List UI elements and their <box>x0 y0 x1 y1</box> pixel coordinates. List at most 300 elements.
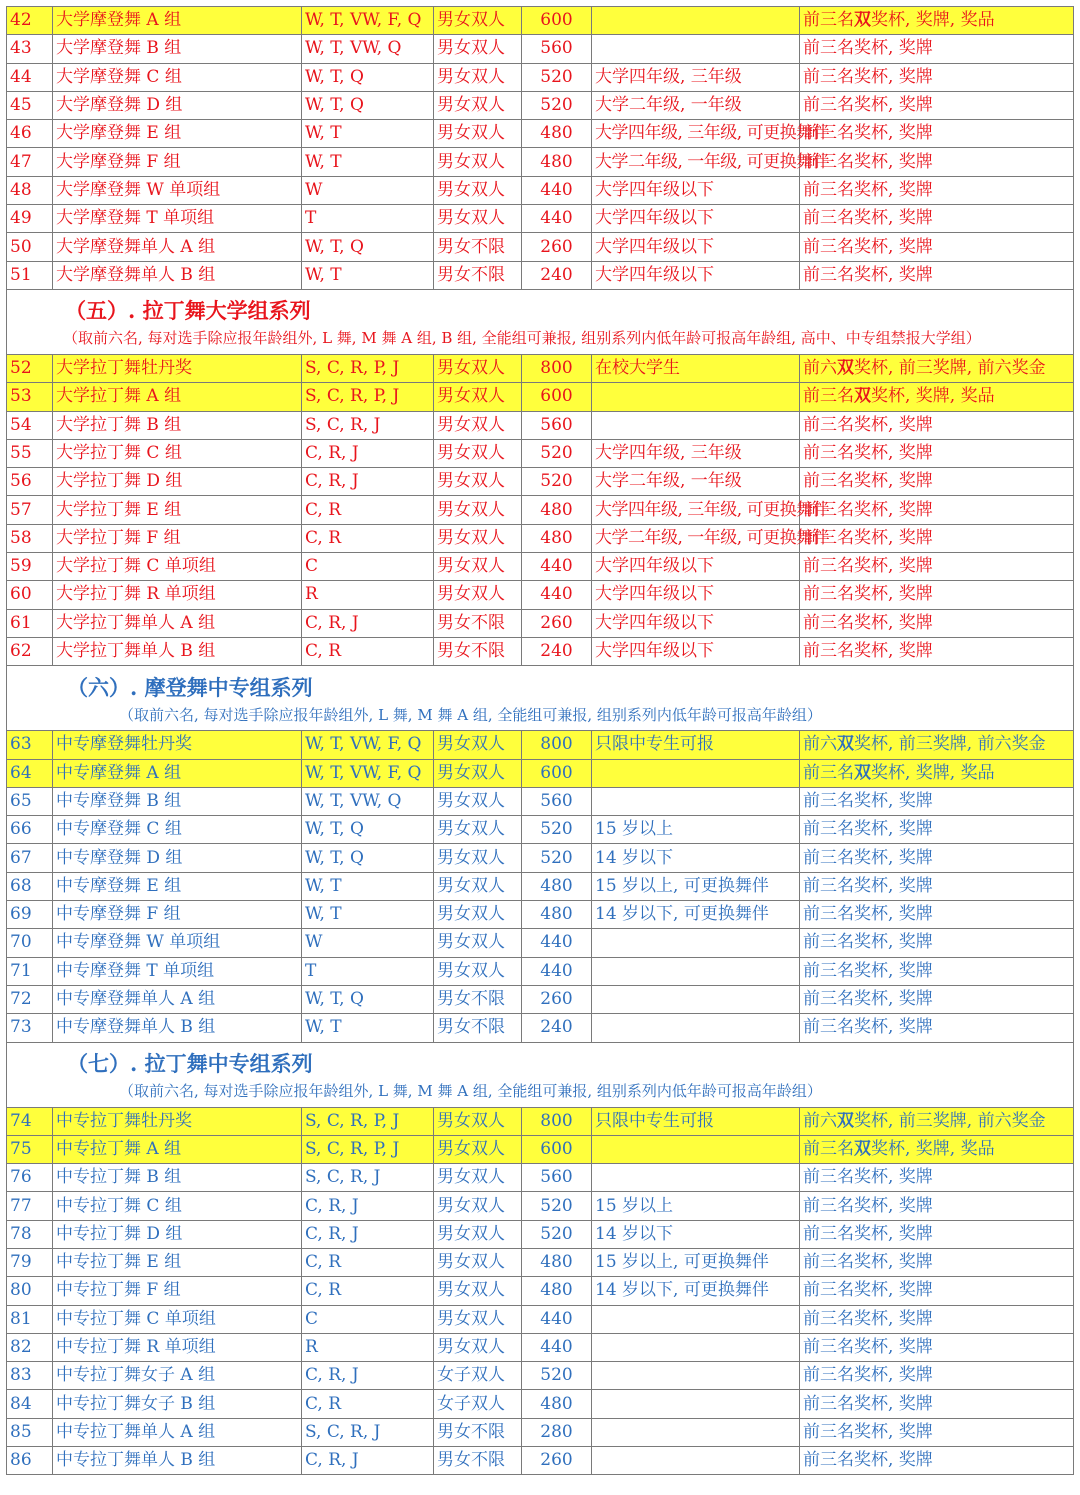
age-requirement: 大学二年级, 一年级 <box>592 91 800 119</box>
age-requirement: 14 岁以下 <box>592 1220 800 1248</box>
award-cell <box>800 1447 1074 1475</box>
event-number: 69 <box>7 901 53 929</box>
age-requirement: 14 岁以下 <box>592 844 800 872</box>
award-cell <box>800 637 1074 665</box>
event-table <box>6 6 1074 1475</box>
award-cell <box>800 148 1074 176</box>
table-row <box>7 524 1074 552</box>
award-text: 前三名奖杯, 奖牌 <box>803 1252 933 1273</box>
event-name: 大学摩登舞 C 组 <box>53 63 302 91</box>
award-cell <box>800 1220 1074 1248</box>
event-number: 55 <box>7 439 53 467</box>
partner-type: 男女双人 <box>434 439 522 467</box>
event-number: 45 <box>7 91 53 119</box>
dance-list: C, R, J <box>302 1192 434 1220</box>
event-name: 大学摩登舞 E 组 <box>53 120 302 148</box>
award-cell <box>800 1014 1074 1042</box>
event-name: 大学摩登舞单人 B 组 <box>53 261 302 289</box>
award-text-rest: 奖杯, 前三奖牌, 前六奖金 <box>854 358 1046 379</box>
event-number: 66 <box>7 816 53 844</box>
event-number: 67 <box>7 844 53 872</box>
table-row <box>7 411 1074 439</box>
event-number: 84 <box>7 1390 53 1418</box>
award-double-mark: 双 <box>854 10 871 31</box>
award-cell <box>800 1362 1074 1390</box>
section-title: （六）. 摩登舞中专组系列 <box>67 674 313 700</box>
partner-type: 男女不限 <box>434 233 522 261</box>
dance-list: W, T, Q <box>302 816 434 844</box>
table-row <box>7 1107 1074 1135</box>
age-requirement: 14 岁以下, 可更换舞伴 <box>592 901 800 929</box>
event-number: 48 <box>7 176 53 204</box>
table-row <box>7 1362 1074 1390</box>
table-row <box>7 637 1074 665</box>
dance-list: W, T, Q <box>302 985 434 1013</box>
partner-type: 男女双人 <box>434 63 522 91</box>
award-text: 前三名奖杯, 奖牌 <box>803 584 933 605</box>
age-requirement: 大学四年级以下 <box>592 609 800 637</box>
event-number: 42 <box>7 7 53 35</box>
award-text-rest: 奖杯, 奖牌, 奖品 <box>871 762 995 783</box>
dance-list: W, T, Q <box>302 91 434 119</box>
partner-type: 男女不限 <box>434 609 522 637</box>
entry-fee: 440 <box>522 553 592 581</box>
section-header <box>7 1042 1074 1107</box>
award-text: 前三名奖杯, 奖牌 <box>803 1450 933 1471</box>
entry-fee: 260 <box>522 233 592 261</box>
age-requirement <box>592 1014 800 1042</box>
dance-list: W, T <box>302 901 434 929</box>
event-name: 中专拉丁舞女子 B 组 <box>53 1390 302 1418</box>
age-requirement <box>592 35 800 63</box>
dance-list: C, R <box>302 1390 434 1418</box>
dance-list: C, R, J <box>302 1447 434 1475</box>
section-header-cell <box>7 666 1074 731</box>
award-cell <box>800 233 1074 261</box>
event-name: 中专摩登舞单人 A 组 <box>53 985 302 1013</box>
age-requirement <box>592 1418 800 1446</box>
partner-type: 男女双人 <box>434 176 522 204</box>
age-requirement: 大学四年级, 三年级, 可更换舞伴 <box>592 496 800 524</box>
age-requirement: 大学四年级以下 <box>592 637 800 665</box>
dance-list: W, T, VW, F, Q <box>302 731 434 759</box>
table-row <box>7 233 1074 261</box>
award-text-rest: 奖杯, 奖牌, 奖品 <box>871 386 995 407</box>
event-name: 中专摩登舞 D 组 <box>53 844 302 872</box>
entry-fee: 480 <box>522 901 592 929</box>
event-name: 中专拉丁舞 R 单项组 <box>53 1333 302 1361</box>
table-row <box>7 1305 1074 1333</box>
age-requirement: 15 岁以上, 可更换舞伴 <box>592 1248 800 1276</box>
entry-fee: 520 <box>522 63 592 91</box>
award-text: 前三名奖杯, 奖牌 <box>803 989 933 1010</box>
entry-fee: 280 <box>522 1418 592 1446</box>
dance-list: W, T, VW, Q <box>302 787 434 815</box>
award-cell <box>800 383 1074 411</box>
award-cell <box>800 1164 1074 1192</box>
award-text: 前三名奖杯, 奖牌 <box>803 95 933 116</box>
award-cell <box>800 439 1074 467</box>
table-row <box>7 1277 1074 1305</box>
partner-type: 男女双人 <box>434 148 522 176</box>
award-text: 前三名奖杯, 奖牌 <box>803 1017 933 1038</box>
section-title: （五）. 拉丁舞大学组系列 <box>65 298 311 324</box>
table-row <box>7 35 1074 63</box>
age-requirement <box>592 1447 800 1475</box>
table-row <box>7 120 1074 148</box>
table-row <box>7 901 1074 929</box>
event-number: 77 <box>7 1192 53 1220</box>
partner-type: 男女双人 <box>434 35 522 63</box>
section-title: （七）. 拉丁舞中专组系列 <box>67 1051 313 1076</box>
award-cell <box>800 1418 1074 1446</box>
dance-list: W, T <box>302 120 434 148</box>
entry-fee: 240 <box>522 637 592 665</box>
partner-type: 男女双人 <box>434 1135 522 1163</box>
event-name: 大学摩登舞 W 单项组 <box>53 176 302 204</box>
event-number: 79 <box>7 1248 53 1276</box>
dance-list: W, T, VW, F, Q <box>302 759 434 787</box>
table-row <box>7 1418 1074 1446</box>
event-name: 中专摩登舞 C 组 <box>53 816 302 844</box>
award-cell <box>800 609 1074 637</box>
table-row <box>7 1192 1074 1220</box>
table-row <box>7 872 1074 900</box>
partner-type: 男女双人 <box>434 1248 522 1276</box>
age-requirement: 15 岁以上 <box>592 816 800 844</box>
age-requirement <box>592 1390 800 1418</box>
event-number: 78 <box>7 1220 53 1248</box>
award-text: 前三名奖杯, 奖牌 <box>803 612 933 633</box>
age-requirement: 大学四年级以下 <box>592 176 800 204</box>
entry-fee: 440 <box>522 1305 592 1333</box>
dance-list: W, T, Q <box>302 63 434 91</box>
partner-type: 男女双人 <box>434 844 522 872</box>
age-requirement <box>592 383 800 411</box>
partner-type: 男女双人 <box>434 553 522 581</box>
event-name: 大学拉丁舞 C 组 <box>53 439 302 467</box>
table-row <box>7 354 1074 382</box>
award-text: 前三名奖杯, 奖牌 <box>803 151 933 172</box>
table-row <box>7 985 1074 1013</box>
award-text: 前三名奖杯, 奖牌 <box>803 236 933 257</box>
event-name: 大学摩登舞单人 A 组 <box>53 233 302 261</box>
table-row <box>7 468 1074 496</box>
dance-list: C, R <box>302 524 434 552</box>
dance-list: T <box>302 957 434 985</box>
partner-type: 男女不限 <box>434 1014 522 1042</box>
event-name: 中专拉丁舞 A 组 <box>53 1135 302 1163</box>
award-cell <box>800 468 1074 496</box>
entry-fee: 560 <box>522 787 592 815</box>
dance-list: S, C, R, P, J <box>302 354 434 382</box>
entry-fee: 560 <box>522 1164 592 1192</box>
dance-list: S, C, R, J <box>302 1418 434 1446</box>
table-row <box>7 176 1074 204</box>
event-table-body <box>7 7 1074 1475</box>
age-requirement: 大学四年级以下 <box>592 261 800 289</box>
event-number: 61 <box>7 609 53 637</box>
section-header-cell <box>7 1042 1074 1107</box>
table-row <box>7 1248 1074 1276</box>
age-requirement <box>592 759 800 787</box>
event-name: 中专拉丁舞 D 组 <box>53 1220 302 1248</box>
entry-fee: 600 <box>522 759 592 787</box>
dance-list: C, R, J <box>302 468 434 496</box>
event-number: 65 <box>7 787 53 815</box>
section-header-cell <box>7 289 1074 354</box>
event-number: 81 <box>7 1305 53 1333</box>
event-number: 82 <box>7 1333 53 1361</box>
age-requirement <box>592 411 800 439</box>
age-requirement <box>592 985 800 1013</box>
dance-list: S, C, R, J <box>302 1164 434 1192</box>
award-cell <box>800 524 1074 552</box>
dance-list: T <box>302 205 434 233</box>
entry-fee: 440 <box>522 176 592 204</box>
event-name: 大学摩登舞 B 组 <box>53 35 302 63</box>
award-text: 前三名奖杯, 奖牌 <box>803 819 933 840</box>
age-requirement: 在校大学生 <box>592 354 800 382</box>
table-row <box>7 1333 1074 1361</box>
award-cell <box>800 176 1074 204</box>
entry-fee: 240 <box>522 1014 592 1042</box>
dance-list: C, R <box>302 1248 434 1276</box>
event-name: 中专拉丁舞单人 A 组 <box>53 1418 302 1446</box>
dance-list: C <box>302 553 434 581</box>
age-requirement: 大学四年级以下 <box>592 553 800 581</box>
dance-list: R <box>302 1333 434 1361</box>
award-text: 前三名奖杯, 奖牌 <box>803 123 933 144</box>
event-number: 51 <box>7 261 53 289</box>
award-cell <box>800 1333 1074 1361</box>
age-requirement: 大学二年级, 一年级, 可更换舞伴 <box>592 148 800 176</box>
age-requirement: 大学四年级, 三年级, 可更换舞伴 <box>592 120 800 148</box>
award-cell <box>800 1192 1074 1220</box>
table-row <box>7 439 1074 467</box>
entry-fee: 560 <box>522 35 592 63</box>
award-cell <box>800 7 1074 35</box>
table-row <box>7 816 1074 844</box>
award-double-mark: 双 <box>854 762 871 783</box>
award-text: 前三名奖杯, 奖牌 <box>803 443 933 463</box>
partner-type: 男女不限 <box>434 261 522 289</box>
table-row <box>7 553 1074 581</box>
award-text: 前三名奖杯, 奖牌 <box>803 790 933 811</box>
partner-type: 男女双人 <box>434 7 522 35</box>
age-requirement <box>592 1305 800 1333</box>
age-requirement: 15 岁以上 <box>592 1192 800 1220</box>
age-requirement <box>592 1135 800 1163</box>
entry-fee: 440 <box>522 929 592 957</box>
dance-list: W, T <box>302 1014 434 1042</box>
partner-type: 男女双人 <box>434 1164 522 1192</box>
dance-list: R <box>302 581 434 609</box>
partner-type: 男女双人 <box>434 731 522 759</box>
award-text: 前三名 <box>803 10 854 31</box>
table-row <box>7 1135 1074 1163</box>
event-number: 46 <box>7 120 53 148</box>
event-name: 中专摩登舞 B 组 <box>53 787 302 815</box>
dance-list: W, T, Q <box>302 844 434 872</box>
table-row <box>7 957 1074 985</box>
event-name: 中专摩登舞牡丹奖 <box>53 731 302 759</box>
event-name: 中专拉丁舞 F 组 <box>53 1277 302 1305</box>
award-double-mark: 双 <box>837 358 854 379</box>
entry-fee: 480 <box>522 1248 592 1276</box>
partner-type: 男女双人 <box>434 496 522 524</box>
partner-type: 男女双人 <box>434 1107 522 1135</box>
award-cell <box>800 759 1074 787</box>
award-text: 前三名奖杯, 奖牌 <box>803 1223 933 1244</box>
award-cell <box>800 63 1074 91</box>
event-name: 中专摩登舞 T 单项组 <box>53 957 302 985</box>
event-name: 中专摩登舞单人 B 组 <box>53 1014 302 1042</box>
entry-fee: 480 <box>522 872 592 900</box>
event-number: 86 <box>7 1447 53 1475</box>
partner-type: 男女双人 <box>434 524 522 552</box>
entry-fee: 520 <box>522 439 592 467</box>
award-text: 前三名奖杯, 奖牌 <box>803 264 933 285</box>
award-text: 前三名奖杯, 奖牌 <box>803 556 933 577</box>
entry-fee: 440 <box>522 205 592 233</box>
event-name: 中专拉丁舞女子 A 组 <box>53 1362 302 1390</box>
entry-fee: 440 <box>522 581 592 609</box>
award-text: 前三名奖杯, 奖牌 <box>803 1280 933 1301</box>
partner-type: 男女不限 <box>434 1447 522 1475</box>
section-note: （取前六名, 每对选手除应报年龄组外, L 舞, M 舞 A 组, 全能组可兼报, 组别系列内低年龄可报高年龄组） <box>119 1082 822 1100</box>
dance-list: S, C, R, J <box>302 411 434 439</box>
dance-list: W, T <box>302 261 434 289</box>
award-text: 前三名奖杯, 奖牌 <box>803 66 933 87</box>
age-requirement <box>592 787 800 815</box>
entry-fee: 440 <box>522 1333 592 1361</box>
award-text: 前三名奖杯, 奖牌 <box>803 1308 933 1329</box>
event-number: 80 <box>7 1277 53 1305</box>
award-text: 前三名奖杯, 奖牌 <box>803 875 933 896</box>
event-number: 57 <box>7 496 53 524</box>
partner-type: 男女双人 <box>434 411 522 439</box>
dance-list: C <box>302 1305 434 1333</box>
partner-type: 男女双人 <box>434 1333 522 1361</box>
event-name: 大学拉丁舞单人 A 组 <box>53 609 302 637</box>
entry-fee: 260 <box>522 609 592 637</box>
award-cell <box>800 787 1074 815</box>
table-row <box>7 1390 1074 1418</box>
award-double-mark: 双 <box>854 1138 871 1159</box>
partner-type: 男女双人 <box>434 354 522 382</box>
age-requirement <box>592 1164 800 1192</box>
event-name: 大学摩登舞 D 组 <box>53 91 302 119</box>
age-requirement: 大学四年级以下 <box>592 205 800 233</box>
event-number: 58 <box>7 524 53 552</box>
partner-type: 男女双人 <box>434 1220 522 1248</box>
partner-type: 男女双人 <box>434 468 522 496</box>
dance-list: C, R <box>302 496 434 524</box>
event-number: 59 <box>7 553 53 581</box>
award-cell <box>800 816 1074 844</box>
event-number: 53 <box>7 383 53 411</box>
event-name: 中专拉丁舞 B 组 <box>53 1164 302 1192</box>
dance-list: S, C, R, P, J <box>302 1107 434 1135</box>
age-requirement: 大学二年级, 一年级, 可更换舞伴 <box>592 524 800 552</box>
partner-type: 男女双人 <box>434 383 522 411</box>
dance-list: W, T, VW, Q <box>302 35 434 63</box>
entry-fee: 520 <box>522 1220 592 1248</box>
dance-list: W <box>302 929 434 957</box>
award-cell <box>800 872 1074 900</box>
dance-list: W, T, Q <box>302 233 434 261</box>
partner-type: 男女双人 <box>434 759 522 787</box>
award-text-rest: 奖杯, 奖牌, 奖品 <box>871 1138 995 1159</box>
event-number: 68 <box>7 872 53 900</box>
event-number: 56 <box>7 468 53 496</box>
award-cell <box>800 91 1074 119</box>
entry-fee: 260 <box>522 985 592 1013</box>
dance-list: S, C, R, P, J <box>302 383 434 411</box>
event-name: 中专拉丁舞牡丹奖 <box>53 1107 302 1135</box>
dance-list: C, R, J <box>302 439 434 467</box>
award-text: 前三名奖杯, 奖牌 <box>803 1167 933 1188</box>
age-requirement: 大学四年级以下 <box>592 581 800 609</box>
award-text: 前三名奖杯, 奖牌 <box>803 932 933 953</box>
event-name: 大学拉丁舞 B 组 <box>53 411 302 439</box>
entry-fee: 520 <box>522 91 592 119</box>
partner-type: 男女不限 <box>434 985 522 1013</box>
entry-fee: 520 <box>522 1362 592 1390</box>
entry-fee: 600 <box>522 7 592 35</box>
event-number: 72 <box>7 985 53 1013</box>
event-name: 大学摩登舞 A 组 <box>53 7 302 35</box>
event-name: 中专摩登舞 W 单项组 <box>53 929 302 957</box>
entry-fee: 480 <box>522 148 592 176</box>
dance-list: C, R <box>302 1277 434 1305</box>
award-text: 前六 <box>803 1110 837 1131</box>
award-cell <box>800 1305 1074 1333</box>
award-text: 前三名 <box>803 762 854 783</box>
dance-list: C, R <box>302 637 434 665</box>
table-row <box>7 1220 1074 1248</box>
dance-list: S, C, R, P, J <box>302 1135 434 1163</box>
award-cell <box>800 496 1074 524</box>
event-number: 76 <box>7 1164 53 1192</box>
dance-list: W <box>302 176 434 204</box>
event-name: 大学拉丁舞 A 组 <box>53 383 302 411</box>
event-name: 中专拉丁舞 C 单项组 <box>53 1305 302 1333</box>
table-row <box>7 383 1074 411</box>
age-requirement: 只限中专生可报 <box>592 1107 800 1135</box>
award-cell <box>800 553 1074 581</box>
age-requirement: 只限中专生可报 <box>592 731 800 759</box>
entry-fee: 480 <box>522 496 592 524</box>
event-number: 49 <box>7 205 53 233</box>
award-text: 前三名奖杯, 奖牌 <box>803 1195 933 1216</box>
table-row <box>7 496 1074 524</box>
age-requirement: 大学四年级以下 <box>592 233 800 261</box>
award-text: 前三名奖杯, 奖牌 <box>803 208 933 229</box>
event-number: 83 <box>7 1362 53 1390</box>
dance-list: W, T <box>302 148 434 176</box>
partner-type: 女子双人 <box>434 1390 522 1418</box>
award-text: 前三名 <box>803 1138 854 1159</box>
dance-list: C, R, J <box>302 1362 434 1390</box>
partner-type: 女子双人 <box>434 1362 522 1390</box>
award-text: 前三名奖杯, 奖牌 <box>803 499 933 520</box>
award-text: 前六 <box>803 734 837 755</box>
partner-type: 男女双人 <box>434 787 522 815</box>
award-text-rest: 奖杯, 前三奖牌, 前六奖金 <box>854 1110 1046 1131</box>
partner-type: 男女不限 <box>434 1418 522 1446</box>
